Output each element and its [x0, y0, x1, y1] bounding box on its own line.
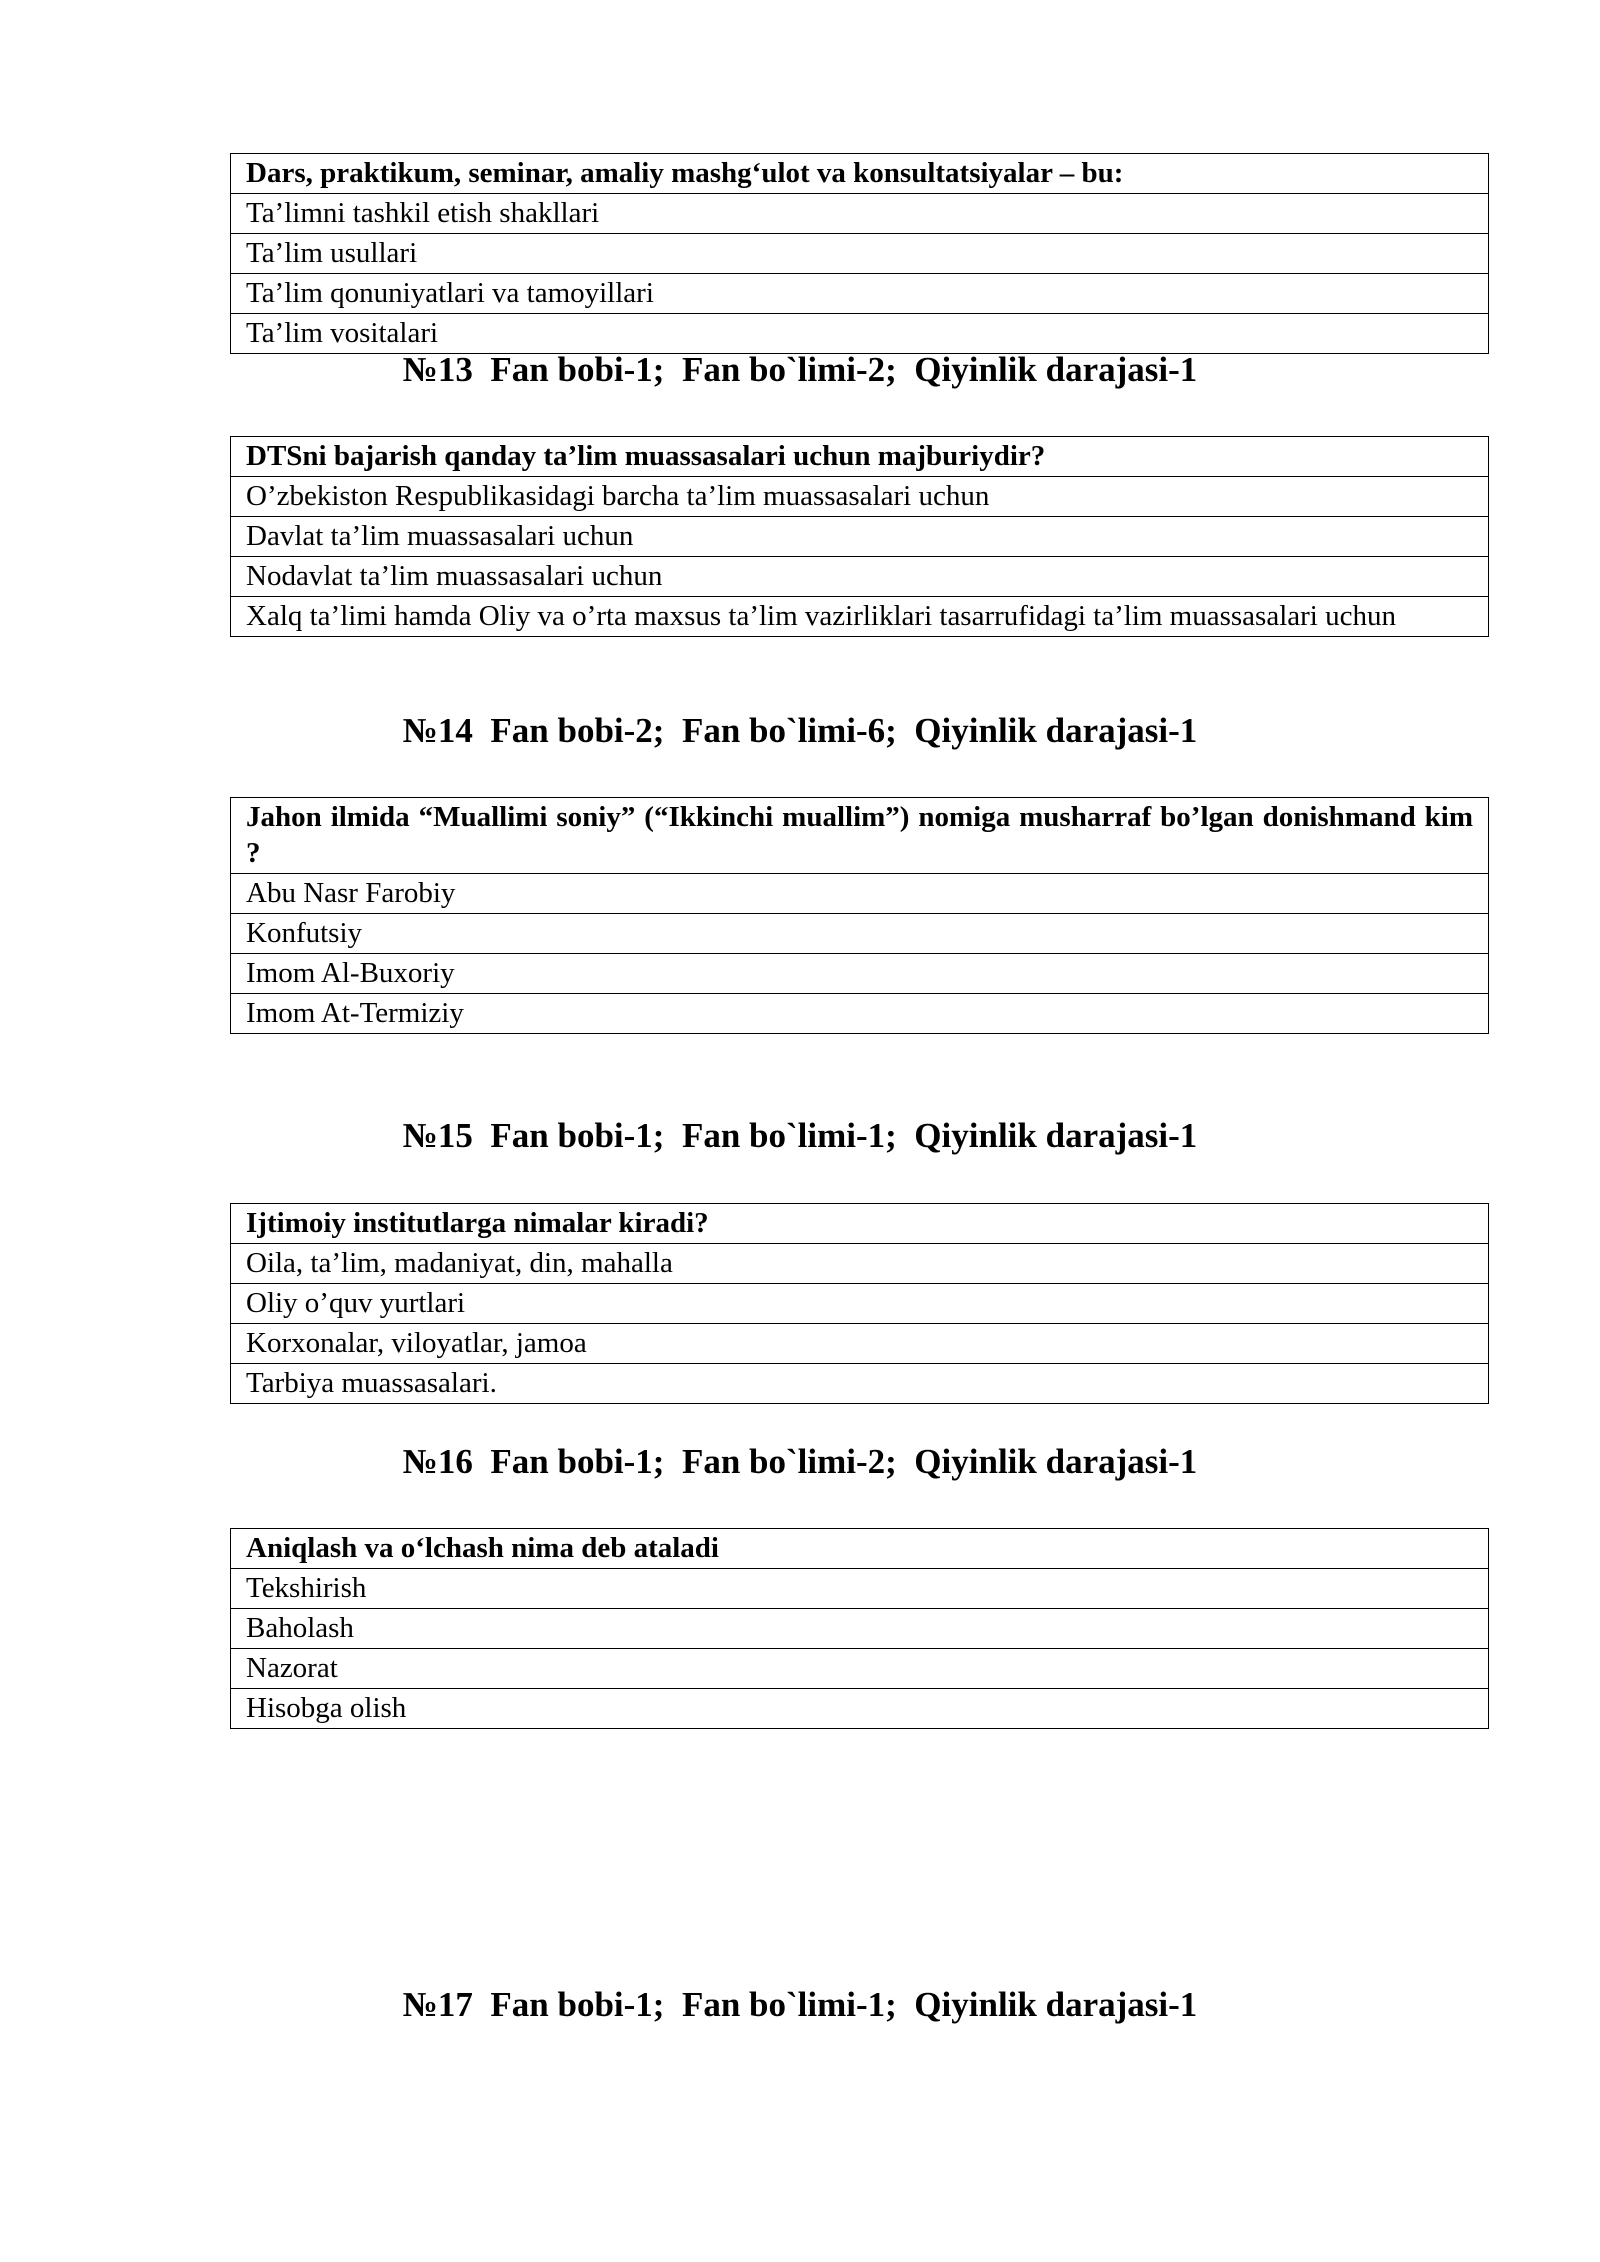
answer-option: O’zbekiston Respublikasidagi barcha ta’lim muassasalari uchun [231, 477, 1488, 517]
answer-option: Oliy o’quv yurtlari [231, 1284, 1488, 1324]
answer-option: Imom At-Termiziy [231, 994, 1488, 1034]
answer-option: Ta’lim usullari [231, 234, 1488, 274]
question-table-12 [230, 153, 1489, 354]
question-text: Ijtimoiy institutlarga nimalar kiradi? [231, 1204, 1488, 1244]
answer-option: Baholash [231, 1609, 1488, 1649]
answer-option: Tarbiya muassasalari. [231, 1364, 1488, 1404]
question-text: DTSni bajarish qanday ta’lim muassasalari uchun majburiydir? [231, 437, 1488, 477]
answer-option: Tekshirish [231, 1569, 1488, 1609]
answer-option: Hisobga olish [231, 1689, 1488, 1729]
answer-option: Ta’lim vositalari [231, 314, 1488, 354]
answer-option: Xalq ta’limi hamda Oliy va o’rta maxsus ta’lim vazirliklari tasarrufidagi ta’lim muassasalari uchun [231, 597, 1488, 637]
question-heading-14: №14 Fan bobi-2; Fan bo`limi-6; Qiyinlik darajasi-1 [402, 711, 1198, 750]
answer-option: Ta’limni tashkil etish shakllari [231, 194, 1488, 234]
answer-option: Imom Al-Buxoriy [231, 954, 1488, 994]
question-text: Jahon ilmida “Muallimi soniy” (“Ikkinchi muallim”) nomiga musharraf bo’lgan donishmand kim ? [231, 798, 1488, 874]
question-text: Dars, praktikum, seminar, amaliy mashg‘ulot va konsultatsiyalar – bu: [231, 154, 1488, 194]
answer-option: Nodavlat ta’lim muassasalari uchun [231, 557, 1488, 597]
answer-option: Ta’lim qonuniyatlari va tamoyillari [231, 274, 1488, 314]
question-heading-13: №13 Fan bobi-1; Fan bo`limi-2; Qiyinlik darajasi-1 [402, 350, 1198, 389]
question-text: Aniqlash va o‘lchash nima deb ataladi [231, 1529, 1488, 1569]
answer-option: Oila, ta’lim, madaniyat, din, mahalla [231, 1244, 1488, 1284]
question-heading-16: №16 Fan bobi-1; Fan bo`limi-2; Qiyinlik darajasi-1 [402, 1442, 1198, 1481]
answer-option: Abu Nasr Farobiy [231, 874, 1488, 914]
question-table-14 [230, 797, 1489, 1034]
question-table-13 [230, 436, 1489, 637]
question-table-15 [230, 1203, 1489, 1404]
question-heading-15: №15 Fan bobi-1; Fan bo`limi-1; Qiyinlik darajasi-1 [402, 1116, 1198, 1155]
answer-option: Konfutsiy [231, 914, 1488, 954]
question-table-16 [230, 1528, 1489, 1729]
question-heading-17: №17 Fan bobi-1; Fan bo`limi-1; Qiyinlik darajasi-1 [402, 1985, 1198, 2024]
answer-option: Korxonalar, viloyatlar, jamoa [231, 1324, 1488, 1364]
answer-option: Nazorat [231, 1649, 1488, 1689]
answer-option: Davlat ta’lim muassasalari uchun [231, 517, 1488, 557]
